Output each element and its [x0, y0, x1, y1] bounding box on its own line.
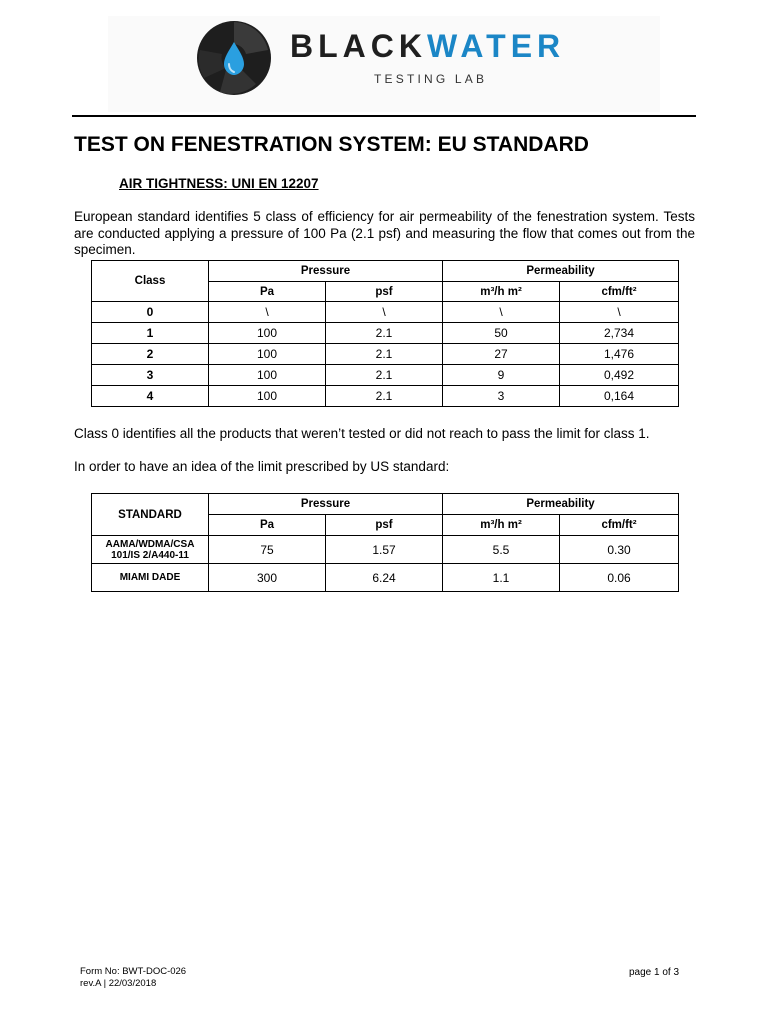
table-row — [92, 386, 679, 407]
eu-classes-table — [91, 260, 679, 407]
header-class: Class — [92, 261, 209, 302]
intro-paragraph: European standard identifies 5 class of efficiency for air permeability of the fenestration system. Tests are conducted applying a pressure of 100 Pa (2.1 psf) and measuring the flow that comes out from the specimen. — [74, 209, 695, 257]
standard-name-line1: AAMA/WDMA/CSA — [105, 538, 195, 550]
cell-psf: \ — [326, 302, 443, 323]
cell-psf: 2.1 — [326, 344, 443, 365]
table-row — [92, 536, 679, 564]
header-m3-h-m2: m³/h m² — [443, 515, 560, 536]
standard-name-line1: MIAMI DADE — [119, 572, 181, 583]
table-row — [92, 564, 679, 592]
cell-pa: 100 — [209, 386, 326, 407]
cell-psf: 6.24 — [326, 564, 443, 592]
revision: rev.A | 22/03/2018 — [80, 977, 157, 989]
table-row — [92, 323, 679, 344]
cell-m3: \ — [443, 302, 560, 323]
cell-psf: 2.1 — [326, 386, 443, 407]
cell-m3: 9 — [443, 365, 560, 386]
header-m3-h-m2: m³/h m² — [443, 282, 560, 302]
cell-pa: 300 — [209, 564, 326, 592]
page-number: page 1 of 3 — [629, 967, 680, 978]
cell-class: 2 — [92, 344, 209, 365]
header-permeability: Permeability — [443, 494, 679, 515]
cell-cfm: 0.30 — [560, 536, 679, 564]
header-pressure: Pressure — [209, 261, 443, 282]
us-standards-table — [91, 493, 679, 592]
header-pressure: Pressure — [209, 494, 443, 515]
class-zero-note: Class 0 identifies all the products that weren’t tested or did not reach to pass the limit for class 1. — [74, 426, 650, 441]
table-row — [92, 344, 679, 365]
header-psf: psf — [326, 282, 443, 302]
cell-class: 4 — [92, 386, 209, 407]
cell-cfm: \ — [560, 302, 679, 323]
brand-name-black: BLACK — [290, 28, 427, 64]
table-row — [92, 365, 679, 386]
brand-name — [290, 28, 565, 65]
cell-pa: 100 — [209, 365, 326, 386]
brand-subtitle: TESTING LAB — [374, 72, 488, 86]
cell-standard — [92, 564, 209, 592]
cell-psf: 1.57 — [326, 536, 443, 564]
cell-cfm: 0,492 — [560, 365, 679, 386]
cell-class: 0 — [92, 302, 209, 323]
header-pa: Pa — [209, 515, 326, 536]
section-title: AIR TIGHTNESS: UNI EN 12207 — [119, 176, 319, 191]
header-cfm-ft2: cfm/ft² — [560, 282, 679, 302]
header-psf: psf — [326, 515, 443, 536]
cell-cfm: 0.06 — [560, 564, 679, 592]
header-permeability: Permeability — [443, 261, 679, 282]
cell-psf: 2.1 — [326, 323, 443, 344]
cell-m3: 27 — [443, 344, 560, 365]
cell-cfm: 2,734 — [560, 323, 679, 344]
cell-m3: 5.5 — [443, 536, 560, 564]
standard-name-line2: 101/IS 2/A440-11 — [111, 549, 189, 561]
footer-form-info — [80, 966, 186, 989]
cell-pa: 100 — [209, 344, 326, 365]
cell-m3: 1.1 — [443, 564, 560, 592]
cell-pa: 100 — [209, 323, 326, 344]
cell-m3: 3 — [443, 386, 560, 407]
cell-cfm: 0,164 — [560, 386, 679, 407]
cell-class: 3 — [92, 365, 209, 386]
cell-pa: 75 — [209, 536, 326, 564]
brand-name-water: WATER — [426, 28, 566, 64]
header-divider — [72, 115, 696, 117]
cell-class: 1 — [92, 323, 209, 344]
cell-cfm: 1,476 — [560, 344, 679, 365]
blackwater-logo-icon — [196, 20, 272, 96]
document-title: TEST ON FENESTRATION SYSTEM: EU STANDARD — [74, 133, 589, 156]
us-standard-note: In order to have an idea of the limit prescribed by US standard: — [74, 459, 450, 474]
header-pa: Pa — [209, 282, 326, 302]
cell-standard — [92, 536, 209, 564]
header-cfm-ft2: cfm/ft² — [560, 515, 679, 536]
cell-m3: 50 — [443, 323, 560, 344]
header-standard: STANDARD — [92, 494, 209, 536]
cell-pa: \ — [209, 302, 326, 323]
table-row — [92, 302, 679, 323]
form-number: Form No: BWT-DOC-026 — [80, 966, 187, 977]
cell-psf: 2.1 — [326, 365, 443, 386]
